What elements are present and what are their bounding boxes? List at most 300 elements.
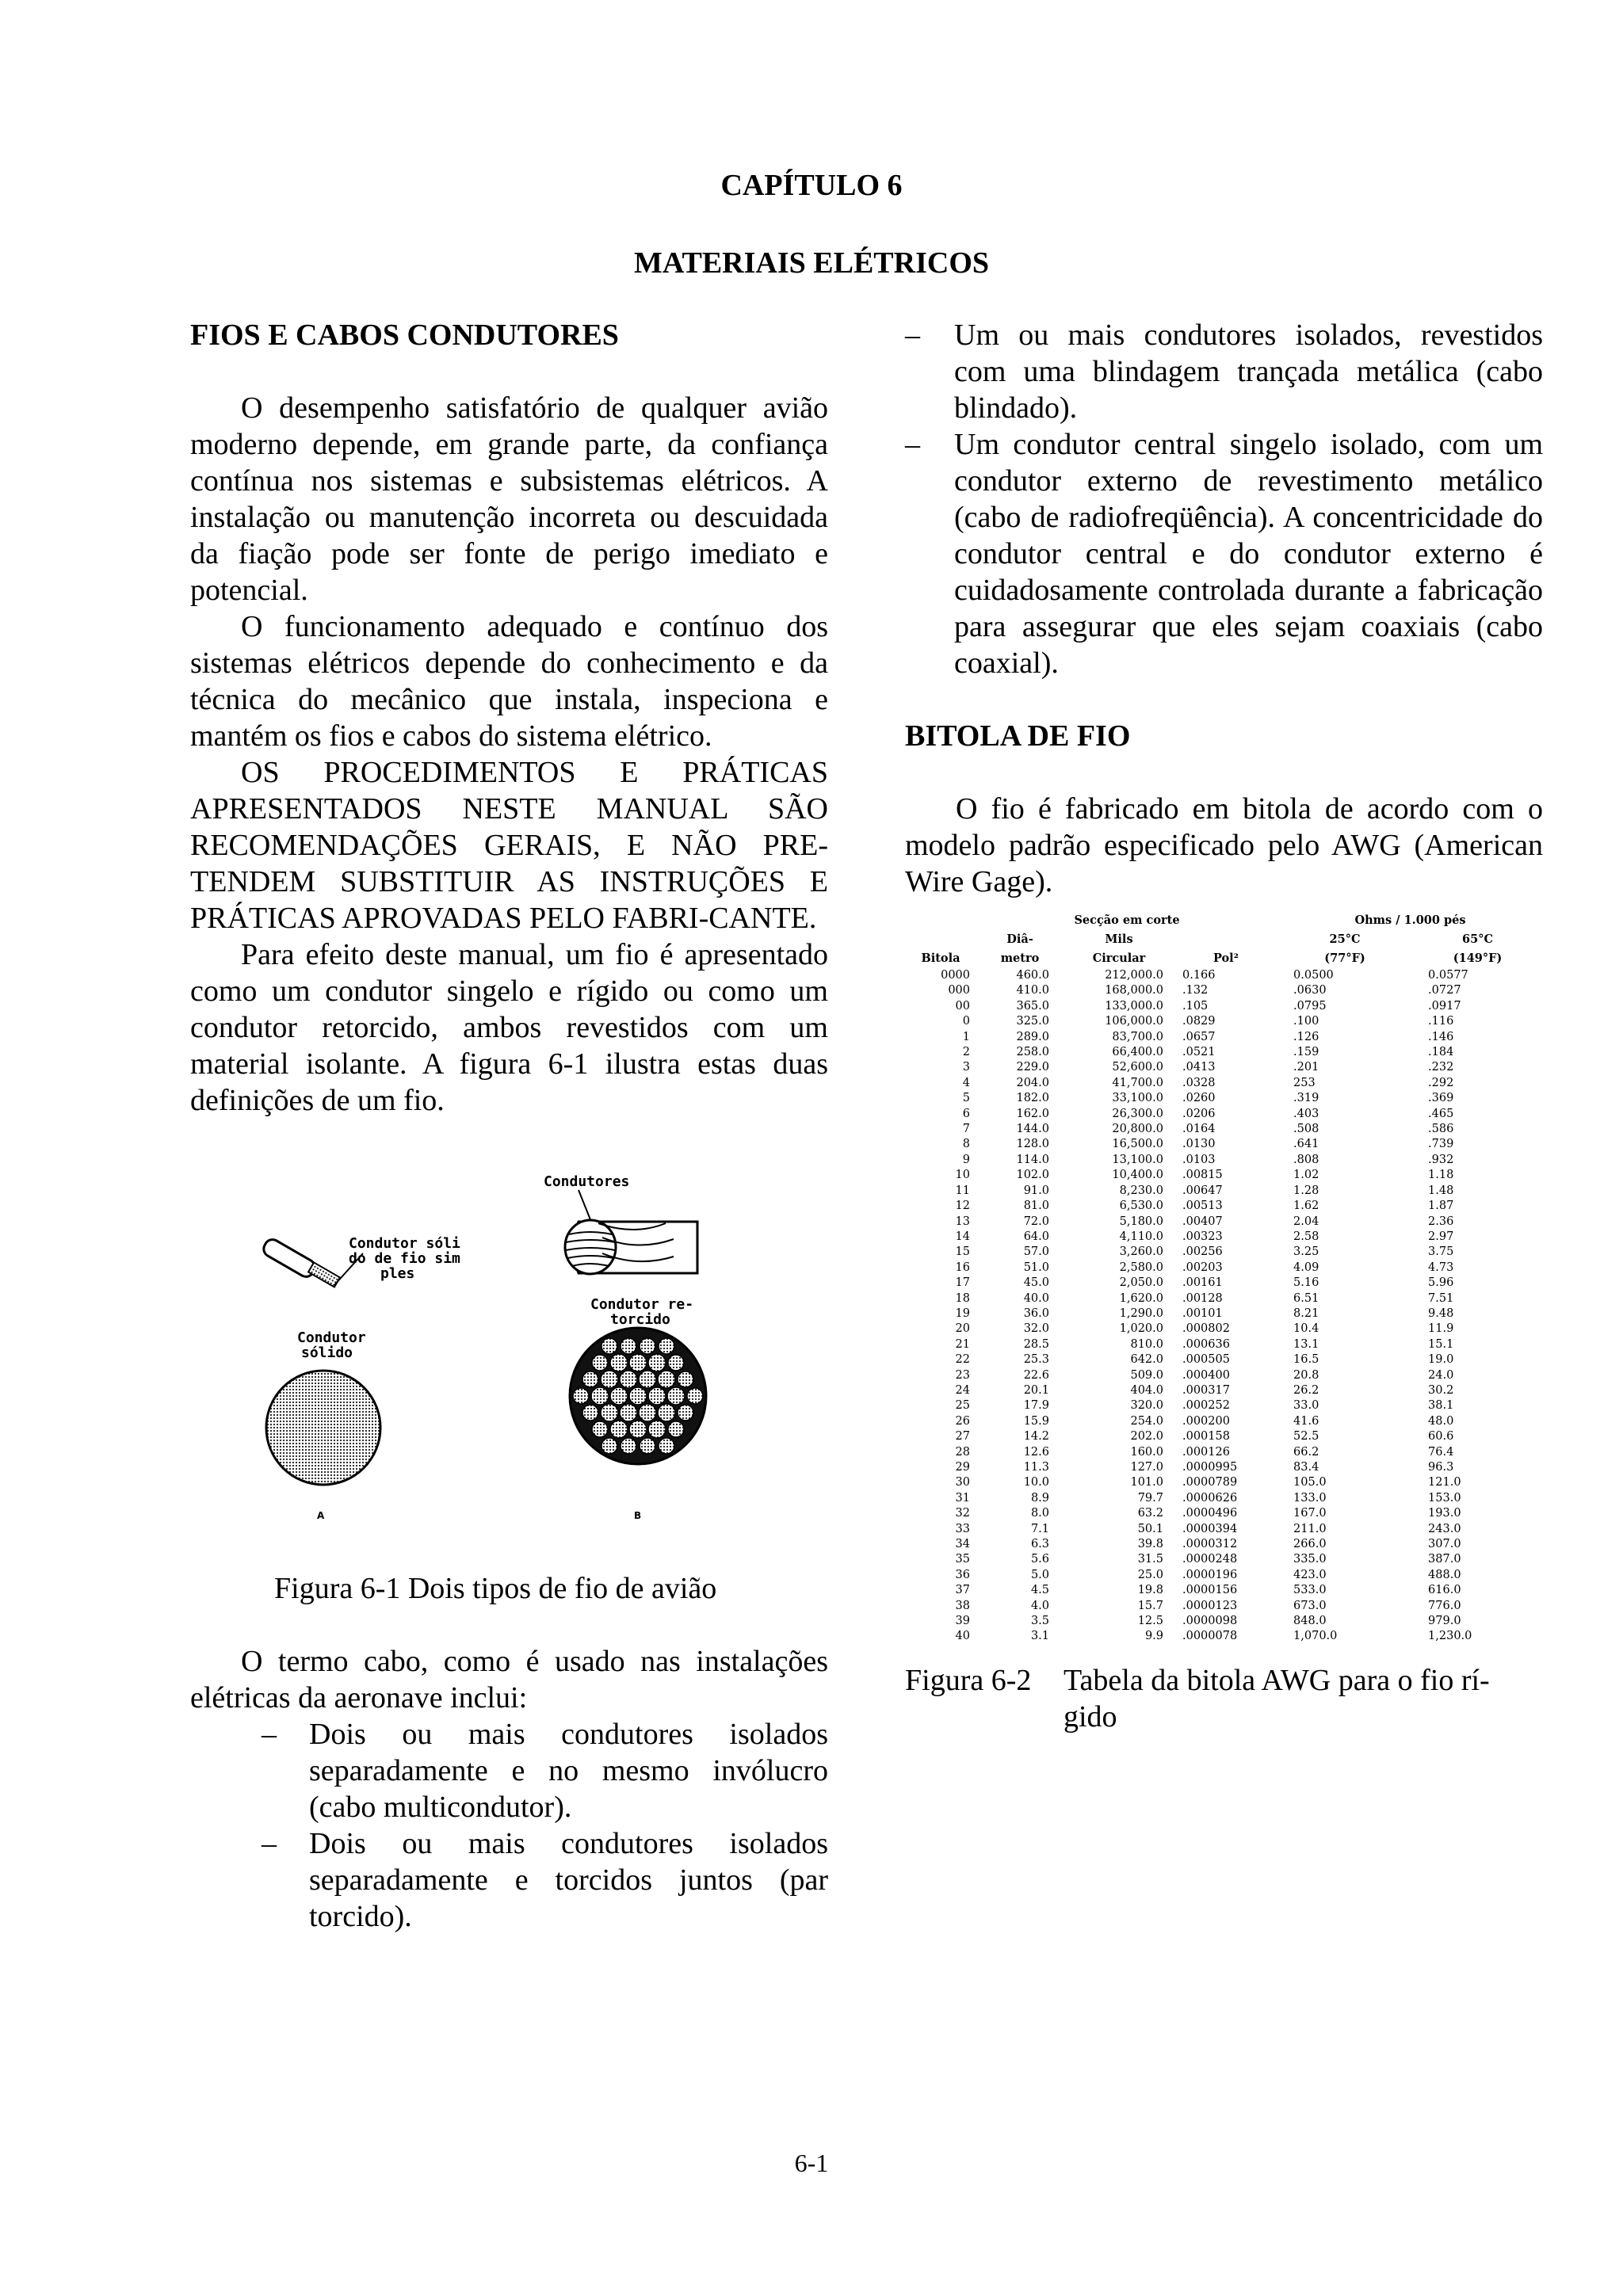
cell-mils: 79.7	[1137, 1491, 1163, 1505]
cell-bitola: 40	[955, 1630, 970, 1643]
cell-ohms-25c: .201	[1293, 1061, 1319, 1074]
cell-diametro: 102.0	[1016, 1169, 1049, 1182]
cell-mils: 642.0	[1130, 1353, 1163, 1367]
cell-diametro: 20.1	[1023, 1383, 1049, 1397]
cell-diametro: 14.2	[1023, 1430, 1049, 1444]
table-row	[905, 1522, 1543, 1537]
cell-ohms-65c: .292	[1428, 1076, 1454, 1089]
section-heading-fios: FIOS E CABOS CONDUTORES	[190, 318, 619, 352]
wire-types-illustration	[190, 1166, 828, 1539]
cell-ohms-65c: 15.1	[1428, 1337, 1454, 1351]
cable-list-item	[190, 1716, 828, 1825]
cell-mils: 404.0	[1130, 1383, 1163, 1397]
cell-ohms-65c: 38.1	[1428, 1399, 1454, 1413]
cell-ohms-65c: 76.4	[1428, 1445, 1454, 1459]
table-row	[905, 1030, 1543, 1045]
cell-bitola: 39	[955, 1615, 970, 1628]
table-row	[905, 1045, 1543, 1060]
cell-mils: 2,580.0	[1119, 1261, 1163, 1274]
cell-ohms-25c: 533.0	[1293, 1584, 1327, 1597]
label-condutores: Condutores	[544, 1173, 630, 1190]
cell-mils: 212,000.0	[1105, 969, 1163, 982]
table-row	[905, 1153, 1543, 1168]
cell-bitola: 36	[955, 1568, 970, 1581]
cell-diametro: 22.6	[1023, 1368, 1049, 1382]
cell-pol: .0000394	[1182, 1522, 1238, 1535]
cell-pol: .0000098	[1182, 1615, 1238, 1628]
cell-ohms-25c: .403	[1293, 1107, 1319, 1120]
cell-mils: 4,110.0	[1119, 1230, 1163, 1243]
cell-ohms-25c: .0795	[1293, 999, 1327, 1013]
cell-ohms-25c: 105.0	[1293, 1476, 1327, 1489]
cell-bitola: 4	[962, 1076, 970, 1089]
cell-bitola: 26	[955, 1414, 970, 1428]
cell-pol: .00203	[1182, 1261, 1223, 1274]
cell-diametro: 162.0	[1016, 1107, 1049, 1120]
cell-pol: .0206	[1182, 1107, 1216, 1120]
cell-mils: 2,050.0	[1119, 1276, 1163, 1290]
cell-mils: 133,000.0	[1105, 999, 1163, 1013]
table-row	[905, 1322, 1543, 1337]
cell-ohms-65c: .465	[1428, 1107, 1454, 1120]
cell-ohms-65c: 7.51	[1428, 1291, 1454, 1305]
table-row	[905, 1383, 1543, 1398]
cell-bitola: 16	[955, 1261, 970, 1274]
cell-mils: 50.1	[1137, 1522, 1163, 1535]
cell-diametro: 15.9	[1023, 1414, 1049, 1428]
cell-diametro: 289.0	[1016, 1030, 1049, 1043]
cell-mils: 202.0	[1130, 1430, 1163, 1444]
cell-bitola: 15	[955, 1245, 970, 1259]
cell-ohms-65c: 48.0	[1428, 1414, 1454, 1428]
cell-diametro: 144.0	[1016, 1123, 1049, 1136]
table-row	[905, 1614, 1543, 1629]
cell-bitola: 34	[955, 1538, 970, 1551]
cell-pol: .000505	[1182, 1353, 1230, 1367]
cell-diametro: 57.0	[1023, 1245, 1049, 1259]
table-group-header-row	[905, 911, 1543, 930]
cell-diametro: 8.9	[1030, 1491, 1049, 1505]
cell-ohms-65c: 1.87	[1428, 1199, 1454, 1213]
cell-ohms-65c: 9.48	[1428, 1306, 1454, 1320]
cell-bitola: 11	[955, 1184, 970, 1197]
cell-bitola: 24	[955, 1383, 970, 1397]
cell-mils: 63.2	[1137, 1507, 1163, 1520]
page-number: 6-1	[794, 2149, 829, 2177]
cell-pol: .000317	[1182, 1383, 1230, 1397]
cell-ohms-25c: 20.8	[1293, 1368, 1319, 1382]
table-row	[905, 1261, 1543, 1276]
table-row	[905, 1230, 1543, 1245]
cable-list-item	[190, 1825, 828, 1935]
figure-letter-b: B	[634, 1510, 642, 1521]
cell-bitola: 29	[955, 1461, 970, 1474]
cell-mils: 19.8	[1137, 1584, 1163, 1597]
cell-ohms-65c: .369	[1428, 1092, 1454, 1105]
cell-ohms-25c: 1,070.0	[1293, 1630, 1338, 1643]
cell-mils: 6,530.0	[1119, 1199, 1163, 1213]
cell-pol: .0829	[1182, 1015, 1216, 1028]
table-row	[905, 1137, 1543, 1152]
cell-bitola: 0000	[941, 969, 970, 982]
cell-bitola: 3	[962, 1061, 970, 1074]
cell-ohms-25c: 13.1	[1293, 1337, 1319, 1351]
cell-bitola: 38	[955, 1599, 970, 1612]
cell-ohms-25c: 2.04	[1293, 1215, 1319, 1228]
cell-ohms-65c: 776.0	[1428, 1599, 1461, 1612]
col-header-65c: 65°C	[1462, 933, 1494, 946]
cell-diametro: 182.0	[1016, 1092, 1049, 1105]
cell-ohms-65c: 387.0	[1428, 1553, 1461, 1566]
cell-diametro: 17.9	[1023, 1399, 1049, 1413]
table-row	[905, 1122, 1543, 1137]
cell-diametro: 7.1	[1030, 1522, 1049, 1535]
cell-ohms-25c: .808	[1293, 1153, 1319, 1166]
cell-pol: .132	[1182, 984, 1209, 997]
table-row	[905, 1245, 1543, 1260]
cell-ohms-25c: .508	[1293, 1123, 1319, 1136]
figure-6-2-caption	[905, 1662, 1543, 1735]
cell-ohms-25c: 253	[1293, 1076, 1316, 1089]
cell-ohms-25c: 167.0	[1293, 1507, 1327, 1520]
dash-bullet: –	[905, 428, 920, 461]
cell-ohms-65c: .739	[1428, 1138, 1454, 1151]
table-row	[905, 1215, 1543, 1230]
col-header-mils-2: Circular	[1092, 952, 1146, 965]
cell-ohms-25c: 4.09	[1293, 1261, 1319, 1274]
cell-ohms-25c: 3.25	[1293, 1245, 1319, 1259]
awg-gauge-table	[905, 911, 1543, 1645]
cell-ohms-65c: 4.73	[1428, 1261, 1454, 1274]
cable-list-text: Dois ou mais condutores isolados separadamente e no mesmo invólucro (cabo multicondutor).	[309, 1718, 828, 1824]
cell-diametro: 64.0	[1023, 1230, 1049, 1243]
cell-ohms-25c: 423.0	[1293, 1568, 1327, 1581]
cell-ohms-25c: 8.21	[1293, 1306, 1319, 1320]
cell-ohms-65c: 2.36	[1428, 1215, 1454, 1228]
cell-ohms-65c: 11.9	[1428, 1322, 1454, 1336]
cell-mils: 810.0	[1130, 1337, 1163, 1351]
cell-ohms-25c: 83.4	[1293, 1461, 1319, 1474]
cell-mils: 20,800.0	[1112, 1123, 1163, 1136]
group-header-section: Secção em corte	[1074, 913, 1180, 927]
col-header-bitola: Bitola	[921, 952, 960, 965]
cell-diametro: 11.3	[1023, 1461, 1049, 1474]
cell-pol: 0.166	[1182, 969, 1216, 982]
col-header-25c: 25°C	[1329, 933, 1361, 946]
cell-bitola: 35	[955, 1553, 970, 1566]
cell-bitola: 21	[955, 1337, 970, 1351]
cell-ohms-25c: .100	[1293, 1015, 1319, 1028]
cell-diametro: 5.0	[1030, 1568, 1049, 1581]
cell-bitola: 37	[955, 1584, 970, 1597]
cable-list-item	[905, 426, 1543, 681]
cell-diametro: 229.0	[1016, 1061, 1049, 1074]
table-row	[905, 1291, 1543, 1306]
cell-mils: 12.5	[1137, 1615, 1163, 1628]
cell-ohms-65c: 979.0	[1428, 1615, 1461, 1628]
cell-mils: 10,400.0	[1112, 1169, 1163, 1182]
cell-pol: .0000995	[1182, 1461, 1238, 1474]
cell-bitola: 5	[962, 1092, 970, 1105]
cell-ohms-65c: .146	[1428, 1030, 1454, 1043]
cable-list-text: Dois ou mais condutores isolados separadamente e torcidos juntos (par torcido).	[309, 1827, 828, 1933]
cell-diametro: 128.0	[1016, 1138, 1049, 1151]
cell-pol: .0000496	[1182, 1507, 1238, 1520]
table-row	[905, 1599, 1543, 1614]
cell-ohms-65c: 1.48	[1428, 1184, 1454, 1197]
cell-ohms-25c: 2.58	[1293, 1230, 1319, 1243]
cell-ohms-65c: .0727	[1428, 984, 1461, 997]
cell-ohms-25c: 10.4	[1293, 1322, 1319, 1336]
table-row	[905, 1107, 1543, 1122]
cell-diametro: 10.0	[1023, 1476, 1049, 1489]
cell-mils: 83,700.0	[1112, 1030, 1163, 1043]
col-header-mils-1: Mils	[1105, 933, 1133, 946]
cell-pol: .0000156	[1182, 1584, 1238, 1597]
cell-diametro: 12.6	[1023, 1445, 1049, 1459]
table-header-row	[905, 949, 1543, 968]
cell-pol: .00101	[1182, 1306, 1223, 1320]
cell-mils: 5,180.0	[1119, 1215, 1163, 1228]
cell-diametro: 114.0	[1016, 1153, 1049, 1166]
cell-mils: 168,000.0	[1105, 984, 1163, 997]
cell-ohms-65c: 1,230.0	[1428, 1630, 1472, 1643]
cell-mils: 15.7	[1137, 1599, 1163, 1612]
cell-ohms-65c: 1.18	[1428, 1169, 1454, 1182]
cell-mils: 1,620.0	[1119, 1291, 1163, 1305]
cell-pol: .00513	[1182, 1199, 1223, 1213]
cell-ohms-25c: 66.2	[1293, 1445, 1319, 1459]
cell-ohms-25c: 16.5	[1293, 1353, 1319, 1367]
cell-ohms-25c: 41.6	[1293, 1414, 1319, 1428]
figure-6-2-label: Figura 6-2	[905, 1663, 1032, 1697]
cell-bitola: 19	[955, 1306, 970, 1320]
cell-ohms-25c: 266.0	[1293, 1538, 1327, 1551]
chapter-subject: MATERIAIS ELÉTRICOS	[633, 246, 990, 280]
table-row	[905, 1491, 1543, 1506]
cell-pol: .0000789	[1182, 1476, 1238, 1489]
cell-bitola: 28	[955, 1445, 970, 1459]
cell-mils: 52,600.0	[1112, 1061, 1163, 1074]
cell-ohms-25c: 33.0	[1293, 1399, 1319, 1413]
cell-mils: 66,400.0	[1112, 1046, 1163, 1059]
cell-diametro: 4.5	[1030, 1584, 1049, 1597]
table-row	[905, 1060, 1543, 1075]
cell-pol: .0657	[1182, 1030, 1216, 1043]
cell-diametro: 81.0	[1023, 1199, 1049, 1213]
cell-mils: 9.9	[1144, 1630, 1163, 1643]
cell-bitola: 0	[962, 1015, 970, 1028]
cell-ohms-25c: 673.0	[1293, 1599, 1327, 1612]
figure-6-2-text: Tabela da bitola AWG para o fio rí-gido	[1064, 1663, 1490, 1733]
paragraph: Para efeito deste manual, um fio é apresentado como um condutor singelo e rígido ou como um condutor retorcido, ambos revestidos com um material isolante. A figura 6-1 ilustra estas duas definições de um fio.	[190, 938, 828, 1117]
table-row	[905, 1014, 1543, 1029]
figure-letter-a: A	[317, 1510, 325, 1521]
cell-ohms-65c: 121.0	[1428, 1476, 1461, 1489]
cell-pol: .00323	[1182, 1230, 1223, 1243]
cell-mils: 39.8	[1137, 1538, 1163, 1551]
cell-bitola: 12	[955, 1199, 970, 1213]
label-solid-1: Condutor	[297, 1329, 366, 1346]
table-row	[905, 1506, 1543, 1521]
cell-diametro: 91.0	[1023, 1184, 1049, 1197]
cell-ohms-65c: 488.0	[1428, 1568, 1461, 1581]
cell-pol: .0103	[1182, 1153, 1216, 1166]
table-row	[905, 1337, 1543, 1352]
cell-ohms-65c: 30.2	[1428, 1383, 1454, 1397]
cell-mils: 254.0	[1130, 1414, 1163, 1428]
table-row	[905, 1398, 1543, 1413]
cell-pol: .000200	[1182, 1414, 1230, 1428]
cell-pol: .0000312	[1182, 1538, 1238, 1551]
col-header-77f: (77°F)	[1324, 952, 1365, 965]
figure-6-1-caption: Figura 6-1 Dois tipos de fio de avião	[274, 1572, 717, 1605]
cell-ohms-25c: .126	[1293, 1030, 1319, 1043]
cell-diametro: 325.0	[1016, 1015, 1049, 1028]
cell-bitola: 6	[962, 1107, 970, 1120]
cell-ohms-65c: 19.0	[1428, 1353, 1454, 1367]
cell-diametro: 25.3	[1023, 1353, 1049, 1367]
cell-ohms-25c: .319	[1293, 1092, 1319, 1105]
paragraph: O fio é fabricado em bitola de acordo com o modelo padrão especificado pelo AWG (American Wire Gage).	[905, 792, 1543, 898]
cell-pol: .0260	[1182, 1092, 1216, 1105]
cell-mils: 160.0	[1130, 1445, 1163, 1459]
paragraph: O funcionamento adequado e contínuo dos sistemas elétricos depende do conhecimento e da técnica do mecânico que instala, inspeciona e mantém os fios e cabos do sistema elétrico.	[190, 610, 828, 753]
cell-pol: .00256	[1182, 1245, 1223, 1259]
col-header-149f: (149°F)	[1453, 952, 1503, 965]
cell-ohms-65c: .116	[1428, 1015, 1454, 1028]
cell-diametro: 51.0	[1023, 1261, 1049, 1274]
cell-ohms-25c: 1.28	[1293, 1184, 1319, 1197]
cell-diametro: 6.3	[1030, 1538, 1049, 1551]
cell-mils: 8,230.0	[1119, 1184, 1163, 1197]
group-header-ohms: Ohms / 1.000 pés	[1354, 913, 1466, 927]
table-row	[905, 1352, 1543, 1367]
table-row	[905, 1583, 1543, 1598]
cell-pol: .000252	[1182, 1399, 1230, 1413]
cell-diametro: 72.0	[1023, 1215, 1049, 1228]
cell-mils: 3,260.0	[1119, 1245, 1163, 1259]
cell-ohms-25c: .641	[1293, 1138, 1319, 1151]
cell-diametro: 410.0	[1016, 984, 1049, 997]
table-row	[905, 1552, 1543, 1567]
cell-ohms-65c: 24.0	[1428, 1368, 1454, 1382]
cell-ohms-25c: 1.02	[1293, 1169, 1319, 1182]
cell-diametro: 5.6	[1030, 1553, 1049, 1566]
cell-ohms-25c: 133.0	[1293, 1491, 1327, 1505]
cell-bitola: 8	[962, 1138, 970, 1151]
cell-pol: .00128	[1182, 1291, 1223, 1305]
cell-ohms-65c: 0.0577	[1428, 969, 1468, 982]
cell-ohms-65c: 153.0	[1428, 1491, 1461, 1505]
cell-ohms-25c: .159	[1293, 1046, 1319, 1059]
cell-bitola: 7	[962, 1123, 970, 1136]
cell-ohms-65c: 3.75	[1428, 1245, 1454, 1259]
cell-bitola: 17	[955, 1276, 970, 1290]
cell-ohms-65c: 5.96	[1428, 1276, 1454, 1290]
cell-ohms-65c: 2.97	[1428, 1230, 1454, 1243]
cell-ohms-25c: 5.16	[1293, 1276, 1319, 1290]
table-row	[905, 1414, 1543, 1429]
cell-pol: .00815	[1182, 1169, 1223, 1182]
cell-bitola: 20	[955, 1322, 970, 1336]
cell-pol: .0130	[1182, 1138, 1216, 1151]
cell-pol: .000126	[1182, 1445, 1230, 1459]
cell-ohms-65c: .586	[1428, 1123, 1454, 1136]
cell-pol: .00161	[1182, 1276, 1223, 1290]
cell-pol: .0000626	[1182, 1491, 1238, 1505]
cell-ohms-25c: 1.62	[1293, 1199, 1319, 1213]
cell-pol: .0521	[1182, 1046, 1216, 1059]
cell-mils: 509.0	[1130, 1368, 1163, 1382]
dash-bullet: –	[905, 318, 920, 352]
col-header-pol: Pol²	[1212, 952, 1239, 965]
cell-ohms-25c: 0.0500	[1293, 969, 1334, 982]
cell-mils: 320.0	[1130, 1399, 1163, 1413]
cell-mils: 106,000.0	[1105, 1015, 1163, 1028]
cell-pol: .00407	[1182, 1215, 1223, 1228]
stranded-conductor-cross-section	[570, 1328, 706, 1464]
table-row	[905, 1475, 1543, 1490]
cell-bitola: 14	[955, 1230, 970, 1243]
label-stranded-1: Condutor re-	[590, 1296, 694, 1313]
table-row	[905, 1076, 1543, 1091]
table-row	[905, 1429, 1543, 1444]
cell-bitola: 32	[955, 1507, 970, 1520]
cell-ohms-65c: .232	[1428, 1061, 1454, 1074]
table-row	[905, 1368, 1543, 1383]
cell-ohms-65c: 60.6	[1428, 1430, 1454, 1444]
cell-bitola: 22	[955, 1353, 970, 1367]
label-solid-wire-3: ples	[380, 1265, 415, 1282]
cell-pol: .000802	[1182, 1322, 1230, 1336]
cell-diametro: 258.0	[1016, 1046, 1049, 1059]
table-row	[905, 1199, 1543, 1214]
cell-mils: 1,290.0	[1119, 1306, 1163, 1320]
paragraph-caps-warning: OS PROCEDIMENTOS E PRÁTICAS APRESENTADOS NESTE MANUAL SÃO RECOMENDAÇÕES GERAIS, E NÃO PRE-TENDEM SUBSTITUIR AS INSTRUÇÕES E PRÁTICAS APROVADAS PELO FABRI-CANTE.	[190, 756, 828, 935]
awg-table-figure	[905, 911, 1543, 1645]
cell-ohms-25c: 26.2	[1293, 1383, 1319, 1397]
table-row	[905, 1629, 1543, 1644]
section-heading-bitola: BITOLA DE FIO	[905, 719, 1131, 753]
cell-pol: .0000248	[1182, 1553, 1238, 1566]
cell-ohms-25c: 52.5	[1293, 1430, 1319, 1444]
cell-diametro: 3.1	[1030, 1630, 1049, 1643]
cell-bitola: 1	[962, 1030, 970, 1043]
cell-ohms-65c: 616.0	[1428, 1584, 1461, 1597]
stranded-cable-icon	[565, 1220, 697, 1274]
label-stranded-2: torcido	[610, 1311, 670, 1328]
cell-diametro: 8.0	[1030, 1507, 1049, 1520]
cell-diametro: 28.5	[1023, 1337, 1049, 1351]
cell-bitola: 18	[955, 1291, 970, 1305]
left-column	[190, 317, 828, 1935]
paragraph: O desempenho satisfatório de qualquer avião moderno depende, em grande parte, da confiança contínua nos sistemas e subsistemas elétricos. A instalação ou manutenção incorreta ou descuidada da fiação pode ser fonte de perigo imediato e potencial.	[190, 391, 828, 607]
cell-ohms-65c: 96.3	[1428, 1461, 1454, 1474]
table-row	[905, 1460, 1543, 1475]
cell-diametro: 3.5	[1030, 1615, 1049, 1628]
cell-ohms-65c: 243.0	[1428, 1522, 1461, 1535]
right-column	[905, 317, 1543, 1735]
cell-pol: .0164	[1182, 1123, 1216, 1136]
cell-mils: 101.0	[1130, 1476, 1163, 1489]
dash-bullet: –	[262, 1718, 277, 1751]
cell-mils: 127.0	[1130, 1461, 1163, 1474]
cell-bitola: 2	[962, 1046, 970, 1059]
cell-ohms-65c: 193.0	[1428, 1507, 1461, 1520]
table-row	[905, 983, 1543, 998]
cell-pol: .0000078	[1182, 1630, 1238, 1643]
